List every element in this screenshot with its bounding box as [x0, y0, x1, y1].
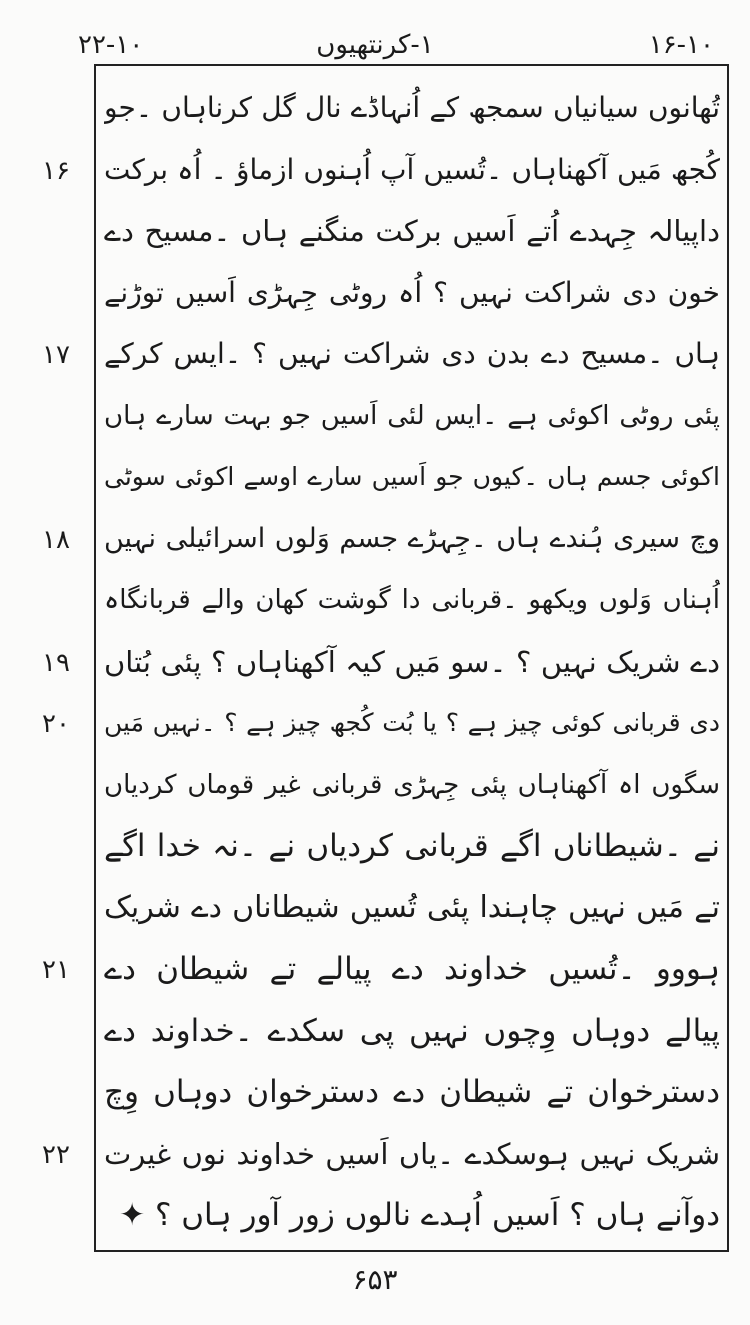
text-line: سگوں اہ آکھناہاں پئی جِہڑی قربانی غیر قوماں کردیاں: [104, 769, 720, 800]
text-line: دسترخوان تے شیطان دے دسترخوان دوہاں وِچ: [104, 1074, 720, 1110]
text-line: دی قربانی کوئی چیز ہے ؟ یا بُت کُجھ چیز ہے ؟ ۔نہیں مَیں: [104, 708, 720, 737]
header-book-title: ۱-کرنتھیوں: [316, 30, 434, 60]
text-line: دے شریک نہیں ؟ ۔سو مَیں کیہ آکھناہاں ؟ پئی بُتاں: [104, 644, 720, 679]
verse-number: ۲۰: [42, 709, 70, 739]
verse-number: ۱۶: [42, 155, 70, 186]
header-verse-range-start: ۱۶-۱۰: [648, 30, 714, 60]
text-line: ہووو ۔تُسیں خداوند دے پیالے تے شیطان دے: [104, 951, 720, 987]
text-line: پیالے دوہاں وِچوں نہیں پی سکدے ۔خداوند دے: [104, 1012, 720, 1049]
verse-number: ۱۷: [42, 340, 70, 370]
verse-number: ۲۱: [42, 955, 70, 985]
text-line: اکوئی جسم ہاں ۔کیوں جو اَسیں سارے اوسے اکوئی سوٹی: [104, 462, 720, 491]
text-line: پئی روٹی اکوئی ہے ۔ایس لئی اَسیں جو بہت سارے ہاں: [104, 400, 720, 431]
verse-number: ۱۹: [42, 647, 70, 678]
text-line: داپیالہ جِہدے اُتے اَسیں برکت منگنے ہاں ۔مسیح دے: [104, 214, 720, 248]
text-line: خون دی شراکت نہیں ؟ اُہ روٹی جِہڑی اَسیں توڑنے: [104, 275, 720, 309]
text-line: اُہناں وَلوں ویکھو ۔قربانی دا گوشت کھان والے قربانگاہ: [104, 585, 720, 615]
text-line: وچ سیری ہُندے ہاں ۔جِہڑے جسم وَلوں اسرائیلی نہیں: [104, 522, 720, 554]
page-number: ۶۵۳: [352, 1263, 398, 1296]
text-line: ہاں ۔مسیح دے بدن دی شراکت نہیں ؟ ۔ایس کرکے: [104, 337, 720, 370]
verse-number: ۲۲: [42, 1139, 70, 1170]
text-line: تُھانوں سیانیاں سمجھ کے اُنہاڈے نال گل کرناہاں ۔جو: [104, 91, 720, 124]
header-verse-range-end: ۲۲-۱۰: [78, 30, 144, 60]
text-line: نے ۔شیطاناں اگے قربانی کردیاں نے ۔نہ خدا اگے: [104, 828, 720, 864]
text-line: کُجھ مَیں آکھناہاں ۔تُسیں آپ اُہنوں ازماؤ ۔ اُہ برکت: [104, 152, 720, 186]
verse-number: ۱۸: [42, 524, 70, 555]
text-line: دوآنے ہاں ؟ اَسیں اُہدے نالوں زور آور ہاں ؟ ✦: [119, 1197, 720, 1233]
text-line: تے مَیں نہیں چاہندا پئی تُسیں شیطاناں دے شریک: [104, 889, 720, 925]
text-line: شریک نہیں ہوسکدے ۔یاں اَسیں خداوند نوں غیرت: [104, 1136, 720, 1171]
